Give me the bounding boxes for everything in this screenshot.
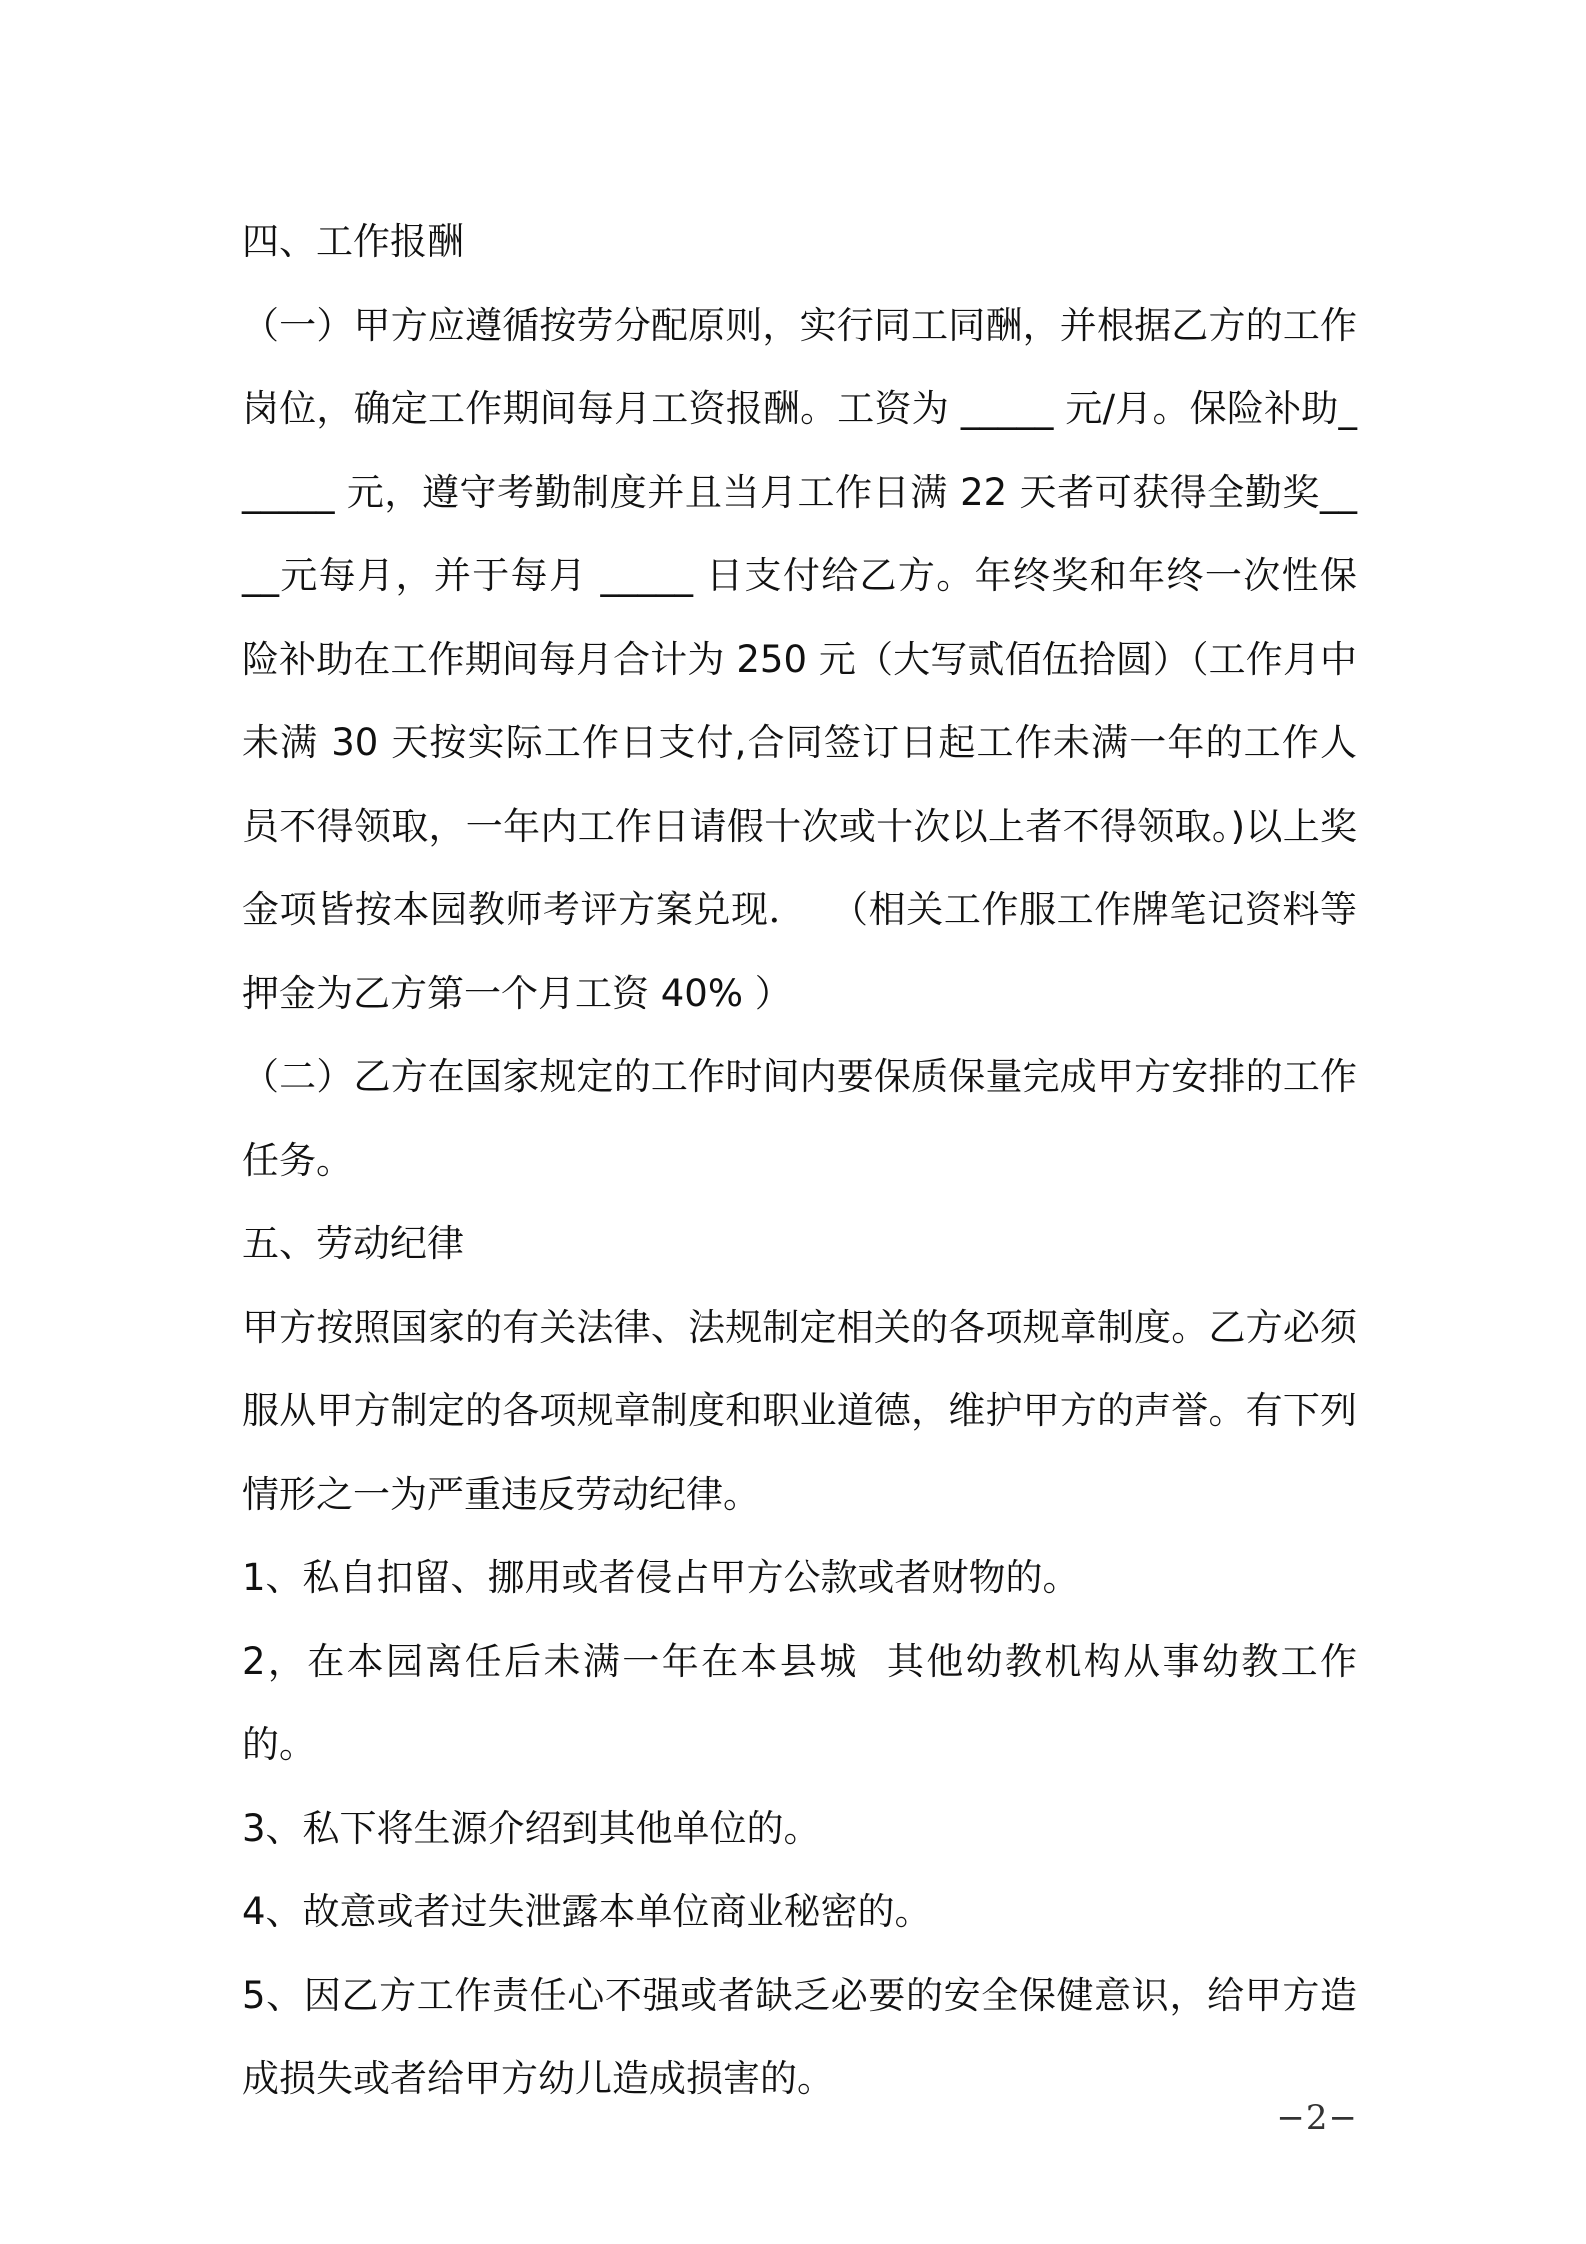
section-heading-work-pay: 四、工作报酬 bbox=[242, 220, 464, 263]
paragraph-discipline-rules: 甲方按照国家的有关法律、法规制定相关的各项规章制度。乙方必须服从甲方制定的各项规章制度和职业道德，维护甲方的声誉。有下列情形之一为严重违反劳动纪律。 bbox=[242, 1305, 1357, 1516]
paragraph-pay-terms: （一）甲方应遵循按劳分配原则，实行同工同酬，并根据乙方的工作岗位，确定工作期间每月工资报酬。工资为 _____ 元/月。保险补助______ 元，遵守考勤制度并且当月工作日满 22 天者可获得全勤奖____元每月，并于每月 _____ 日支付给乙方。年终奖和年终一次性保险补助在工作期间每月合计为 250 元（大写贰佰伍拾圆）（工作月中未满 30 天按实际工作日支付,合同签订日起工作未满一年的工作人员不得领取，一年内工作日请假十次或十次以上者不得领取。)以上奖金项皆按本园教师考评方案兑现． （相关工作服工作牌笔记资料等押金为乙方第一个月工资 40% ） bbox=[242, 303, 1357, 1015]
list-item-2: 2，在本园离任后未满一年在本县城 其他幼教机构从事幼教工作的。 bbox=[242, 1639, 1357, 1766]
list-item-1: 1、私自扣留、挪用或者侵占甲方公款或者财物的。 bbox=[242, 1556, 1080, 1599]
document-body bbox=[242, 200, 1357, 2121]
list-item-4: 4、故意或者过失泄露本单位商业秘密的。 bbox=[242, 1890, 932, 1933]
section-heading-labor-discipline: 五、劳动纪律 bbox=[242, 1222, 464, 1265]
list-item-5: 5、因乙方工作责任心不强或者缺乏必要的安全保健意识，给甲方造成损失或者给甲方幼儿造成损害的。 bbox=[242, 1973, 1357, 2100]
list-item-3: 3、私下将生源介绍到其他单位的。 bbox=[242, 1806, 821, 1850]
page-number: −2− bbox=[1276, 2098, 1358, 2138]
paragraph-work-tasks: （二）乙方在国家规定的工作时间内要保质保量完成甲方安排的工作任务。 bbox=[242, 1055, 1357, 1182]
